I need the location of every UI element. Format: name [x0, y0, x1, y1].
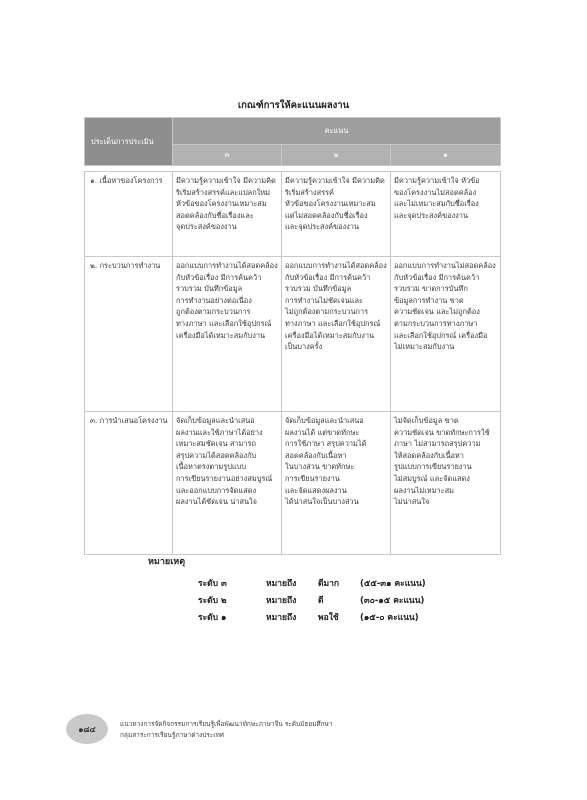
legend-row: [198, 593, 450, 610]
level-header-2: ๒: [282, 145, 391, 166]
score-cell: ออกแบบการทำงานไม่สอดคล้อง กับหัวข้อเรื่อง มีการค้นคว้า รวบรวม ขาดการบันทึก ข้อมูลการทำงาน ขาด ความชัดเจน และไม่ถูกต้อง ตามกระบวนการทางภาษา และเลือกใช้อุปกรณ์ เครื่องมือ ไม่เหมาะสมกับงาน: [391, 257, 501, 412]
criterion-cell: ๑. เนื้อหาของโครงการ: [85, 172, 173, 257]
table-row: [85, 412, 501, 555]
score-cell: ออกแบบการทำงานได้สอดคล้อง กับหัวข้อเรื่อง มีการค้นคว้า รวบรวม บันทึกข้อมูล การทำงานไม่ชัดเจนและ ไม่ถูกต้องตามกระบวนการ ทางภาษา และเลือกใช้อุปกรณ์ เครื่องมือได้เหมาะสมกับงาน เป็นบางครั้ง: [282, 257, 391, 412]
score-cell: จัดเก็บข้อมูลและนำเสนอ ผลงานและใช้ภาษาได้อย่าง เหมาะสมชัดเจน สามารถ สรุปความได้สอดคล้องกับ เนื้อหาตรงตามรูปแบบ การเขียนรายงานอย่างสมบูรณ์ และออกแบบการจัดแสดง ผลงานได้ชัดเจน น่าสนใจ: [173, 412, 282, 555]
score-cell: ไม่จัดเก็บข้อมูล ขาด ความชัดเจน ขาดทักษะการใช้ ภาษา ไม่สามารถสรุปความ ให้สอดคล้องกับเนื้อหา รูปแบบการเขียนรายงาน ไม่สมบูรณ์ และจัดแสดง ผลงานไม่เหมาะสม ไม่น่าสนใจ: [391, 412, 501, 555]
legend-means: หมายถึง: [266, 596, 297, 606]
criteria-column-header: ประเด็นการประเมิน: [85, 118, 173, 166]
score-cell: มีความรู้ความเข้าใจ หัวข้อ ของโครงงานไม่สอดคล้อง และไม่เหมาะสมกับชื่อเรื่อง และจุดประสงค์ของงาน: [391, 172, 501, 257]
table-row: [85, 257, 501, 412]
legend-grade: พอใช้: [318, 613, 339, 623]
footer-subject: กลุ่มสาระการเรียนรู้ภาษาต่างประเทศ: [120, 731, 224, 739]
score-cell: ออกแบบการทำงานได้สอดคล้อง กับหัวข้อเรื่อง มีการค้นคว้า รวบรวม บันทึกข้อมูล การทำงานอย่างต่อเนื่อง ถูกต้องตามกระบวนการ ทางภาษา และเลือกใช้อุปกรณ์ เครื่องมือได้เหมาะสมกับงาน: [173, 257, 282, 412]
score-cell: จัดเก็บข้อมูลและนำเสนอ ผลงานได้ แต่ขาดทักษะ การใช้ภาษา สรุปความได้ สอดคล้องกับเนื้อหา ในบางส่วน ขาดทักษะ การเขียนรายงาน และจัดแสดงผลงาน ได้น่าสนใจเป็นบางส่วน: [282, 412, 391, 555]
score-cell: มีความรู้ความเข้าใจ มีความคิด ริเริ่มสร้างสรรค์และแปลกใหม่ หัวข้อของโครงงานเหมาะสม สอดคล้องกับชื่อเรื่องและ จุดประสงค์ของงาน: [173, 172, 282, 257]
score-cell: มีความรู้ความเข้าใจ มีความคิด ริเริ่มสร้างสรรค์ หัวข้อของโครงงานเหมาะสม แต่ไม่สอดคล้องกับชื่อเรื่อง และจุดประสงค์ของงาน: [282, 172, 391, 257]
legend-range: (๕๕-๓๑ คะแนน): [360, 579, 426, 589]
legend-range: (๑๕-๐ คะแนน): [360, 613, 419, 623]
legend-level: ระดับ ๑: [198, 613, 227, 623]
footer-book-title: แนวทางการจัดกิจกรรมการเรียนรู้เพื่อพัฒนาทักษะภาษาจีน ระดับมัธยมศึกษา: [120, 720, 333, 728]
score-column-header: คะแนน: [173, 118, 501, 145]
level-header-3: ๓: [173, 145, 282, 166]
page-title: เกณฑ์การให้คะแนนผลงาน: [237, 100, 350, 111]
notes-title: หมายเหตุ: [148, 557, 186, 567]
legend-grade: ดี: [318, 596, 324, 606]
legend-means: หมายถึง: [266, 613, 297, 623]
criterion-cell: ๓. การนำเสนอโครงงาน: [85, 412, 173, 555]
table-row: [85, 172, 501, 257]
legend-level: ระดับ ๓: [198, 579, 227, 589]
legend-range: (๓๐-๑๕ คะแนน): [360, 596, 425, 606]
level-header-1: ๑: [391, 145, 501, 166]
criterion-cell: ๒. กระบวนการทำงาน: [85, 257, 173, 412]
legend-grade: ดีมาก: [318, 579, 340, 589]
legend-level: ระดับ ๒: [198, 596, 227, 606]
table-header-row: [85, 118, 501, 145]
notes-section: [148, 554, 450, 627]
legend-row: [198, 610, 450, 627]
rubric-table: [84, 117, 501, 555]
page-number: ๑๘๔: [66, 714, 108, 744]
legend-means: หมายถึง: [266, 579, 297, 589]
page-footer: [66, 712, 526, 748]
legend-row: [198, 576, 450, 593]
